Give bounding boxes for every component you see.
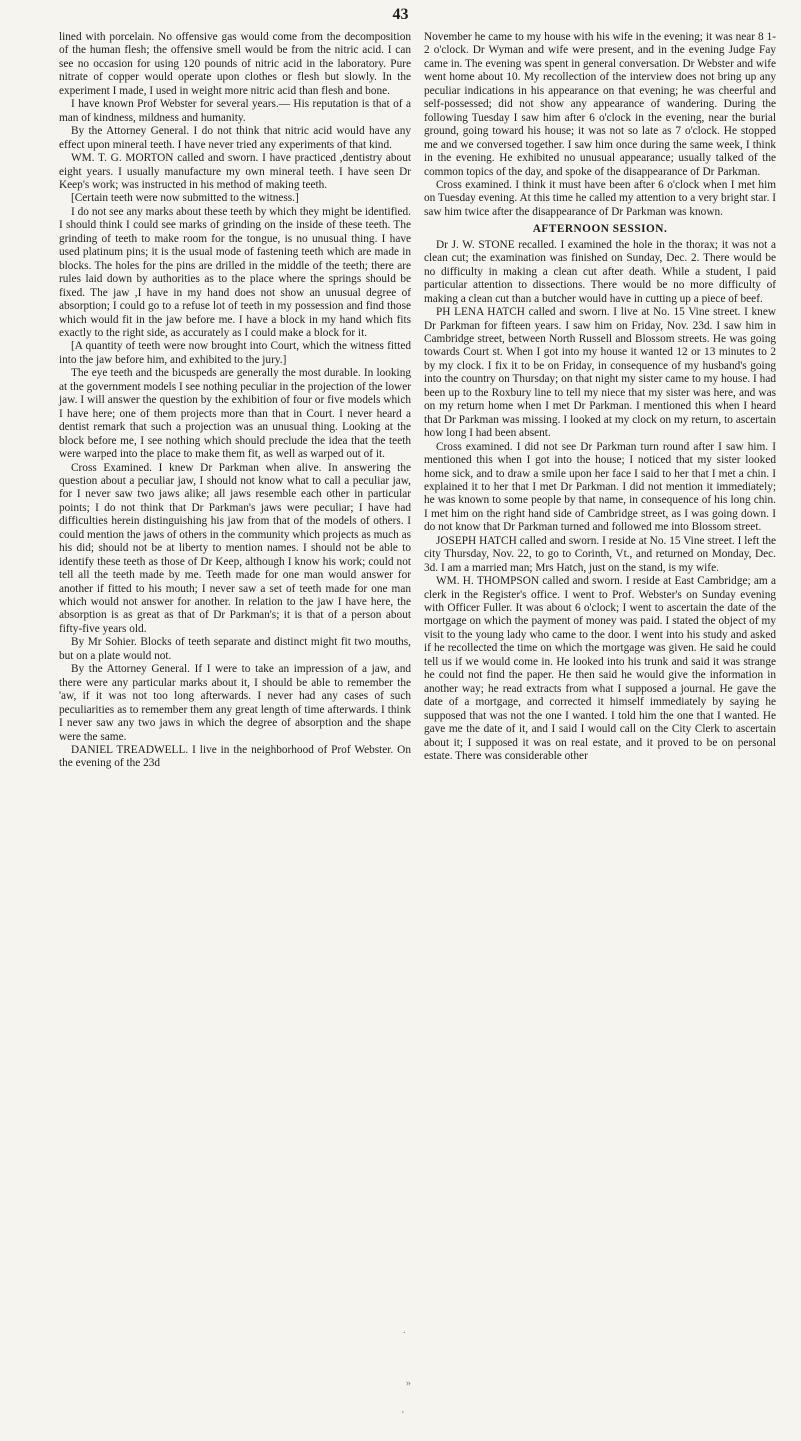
paragraph: I do not see any marks about these teeth by which they might be identified. I should think I could see marks of grinding on the inside of these teeth. The grinding of teeth to make room for the tongue, is no unusual thing. I have used platinum pins; it is the usual mode of fastening teeth which are made in blocks. The holes for the pins are drilled in the middle of the teeth; there are rules laid down by authorities as to the place where the springs should be fixed. The jaw ,I have in my hand does not show an unusual degree of absorption; I could go to a refuse lot of teeth in my possession and find those which would fit in the jaw before me. I have a block in my hand which fits exactly to the right side, as accurately as I could make a block for it. xyxy=(59,205,411,339)
paragraph: WM. T. G. MORTON called and sworn. I have practiced ,dentistry about eight years. I usually manufacture my own mineral teeth. I have seen Dr Keep's work; was instructed in his method of making teeth. xyxy=(59,152,411,191)
section-heading: AFTERNOON SESSION. xyxy=(532,223,668,236)
paragraph: I have known Prof Webster for several years.— His reputation is that of a man of kindness, mildness and humanity. xyxy=(59,98,411,124)
paragraph: Dr J. W. STONE recalled. I examined the hole in the thorax; it was not a clean cut; the examination was finished on Sunday, Dec. 2. There would be no difficulty in making a clean cut after death. While a student, I paid particular attention to dissections. There would be no more difficulty of making a clean cut than a butcher would have in cutting up a piece of beef. xyxy=(424,238,776,305)
right-column xyxy=(424,31,776,763)
paragraph: November he came to my house with his wife in the evening; it was near 8 1-2 o'clock. Dr Wyman and wife were present, and in the evening Judge Fay came in. The evening was spent in general conversation. Dr Webster and wife went home about 10. My recollection of the interview does not bring up any peculiar indications in his appearance on that evening; he was cheerful and self-possessed; did not show any appearance of wandering. During the following Tuesday I saw him after 6 o'clock in the evening, near the burial ground, going toward his house; it was not so late as 7 o'clock. He stopped me and we conversed together. I saw him once during the same week, I think in the evening. He exhibited no unusual appearance; usually talked of the common topics of the day, and spoke of the disappearance of Dr Parkman. xyxy=(424,31,776,178)
margin-mark: » xyxy=(406,1378,411,1389)
paragraph: By the Attorney General. If I were to take an impression of a jaw, and there were any particular marks about it, I should be able to remember the 'aw, if it was not too long afterwards. I never had any cases of such peculiarities as to remember them any great length of time afterwards. I think I never saw any two jaws in which the degree of absorption and the shape were the same. xyxy=(59,663,411,743)
paragraph: WM. H. THOMPSON called and sworn. I reside at East Cambridge; am a clerk in the Register's office. I went to Prof. Webster's on Sunday evening with Officer Fuller. It was about 6 o'clock; I went to ascertain the date of the mortgage on which the payment of money was paid. I stated the object of my visit to the young lady who came to the door. I went into his study and asked if he recollected the time on which the mortgage was given. He said he could tell us if we would come in. He looked into his trunk and said it was strange he could not find the paper. He then said he would give the information in another way; he read extracts from what I supposed a journal. He gave the date of a mortgage, and corrected it himself immediately by saying he supposed that was not the one I wanted. I told him the one that I wanted. He gave me the date of it, and I said I would call on the City Clerk to ascertain about it; I supposed it was on real estate, and it proved to be on personal estate. There was considerable other xyxy=(424,575,776,763)
left-column xyxy=(59,31,411,771)
margin-mark: ' xyxy=(402,1410,404,1421)
paragraph: Cross examined. I think it must have been after 6 o'clock when I met him on Tuesday evening. At this time he called my attention to a very bright star. I saw him twice after the disappearance of Dr Parkman was known. xyxy=(424,178,776,218)
paragraph: lined with porcelain. No offensive gas would come from the decomposition of the human flesh; the offensive smell would be from the nitric acid. I can see no occasion for using 120 pounds of nitric acid in the laboratory. Pure nitrate of copper would operate upon clothes or flesh but slowly. In the experiment I made, I used in weight more nitric acid than flesh and bone. xyxy=(59,31,411,97)
paragraph: PH LENA HATCH called and sworn. I live at No. 15 Vine street. I knew Dr Parkman for fifteen years. I saw him on Friday, Nov. 23d. I saw him in Cambridge street, between North Russell and Blossom streets. He was going towards Court st. When I got into my house it wanted 12 or 13 minutes to 2 by my clock. I fix it to be on Friday, in consequence of my husband's going into the country on Thursday; on that night my sister came to my house. I had been up to the Roxbury line to tell my niece that my sister was here, and was on my return home when I met Dr Parkman. I mentioned this when I heard that Dr Parkman was missing. I looked at my clock on my return, to ascertain how long I had been absent. xyxy=(424,306,776,440)
paragraph: By Mr Sohier. Blocks of teeth separate and distinct might fit two mouths, but on a plate would not. xyxy=(59,636,411,662)
paragraph: [Certain teeth were now submitted to the witness.] xyxy=(71,192,299,205)
margin-mark: . xyxy=(403,1325,406,1336)
paragraph: [A quantity of teeth were now brought into Court, which the witness fitted into the jaw before him, and exhibited to the jury.] xyxy=(59,340,411,366)
page-number: 43 xyxy=(392,6,409,23)
paragraph: By the Attorney General. I do not think that nitric acid would have any effect upon mineral teeth. I have never tried any experiments of that kind. xyxy=(59,125,411,151)
paragraph: DANIEL TREADWELL. I live in the neighborhood of Prof Webster. On the evening of the 23d xyxy=(59,744,411,770)
paragraph: The eye teeth and the bicuspeds are generally the most durable. In looking at the government models I see nothing peculiar in the projection of the lower jaw. I will answer the question by the exhibition of four or five models which I have here; one of them projects more than that in Court. I never heard a dentist remark that such a projection was an unusual thing. Looking at the block before me, I see nothing which should preclude the idea that the teeth were warped into the place to make them fit, as well as warped out of it. xyxy=(59,367,411,461)
paragraph: Cross examined. I did not see Dr Parkman turn round after I saw him. I mentioned this when I got into the house; I noticed that my sister looked home sick, and to draw a smile upon her face I said to her that I met a chin. I explained it to her that I met Dr Parkman. I did not mention it immediately; he was known to some people by that name, in consequence of his long chin. I met him on the right hand side of Cambridge street, as I was going down. I do not know that Dr Parkman turned and followed me into Blossom street. xyxy=(424,440,776,534)
paragraph: Cross Examined. I knew Dr Parkman when alive. In answering the question about a peculiar jaw, I should not know what to call a peculiar jaw, for I never saw two jaws alike; all jaws resemble each other in particular points; I do not think that Dr Parkman's jaws were peculiar; I have had difficulties herein distinguishing his jaw from that of the models of others. I could mention the jaws of others in the community which projects as much as his did; should not be at liberty to mention names. I should not be able to identify these teeth as those of Dr Keep, although I know his work; could not tell all the teeth made by me. Teeth made for one man would answer for another if fitted to his mouth; I never saw a set of teeth made for one man which would not answer for another. In relation to the jaw I have here, the absorption is as great as that of Dr Parkman's; it is that of a person about fifty-five years old. xyxy=(59,461,411,635)
paragraph: JOSEPH HATCH called and sworn. I reside at No. 15 Vine street. I left the city Thursday, Nov. 22, to go to Corinth, Vt., and returned on Monday, Dec. 3d. I am a married man; Mrs Hatch, just on the stand, is my wife. xyxy=(424,534,776,574)
